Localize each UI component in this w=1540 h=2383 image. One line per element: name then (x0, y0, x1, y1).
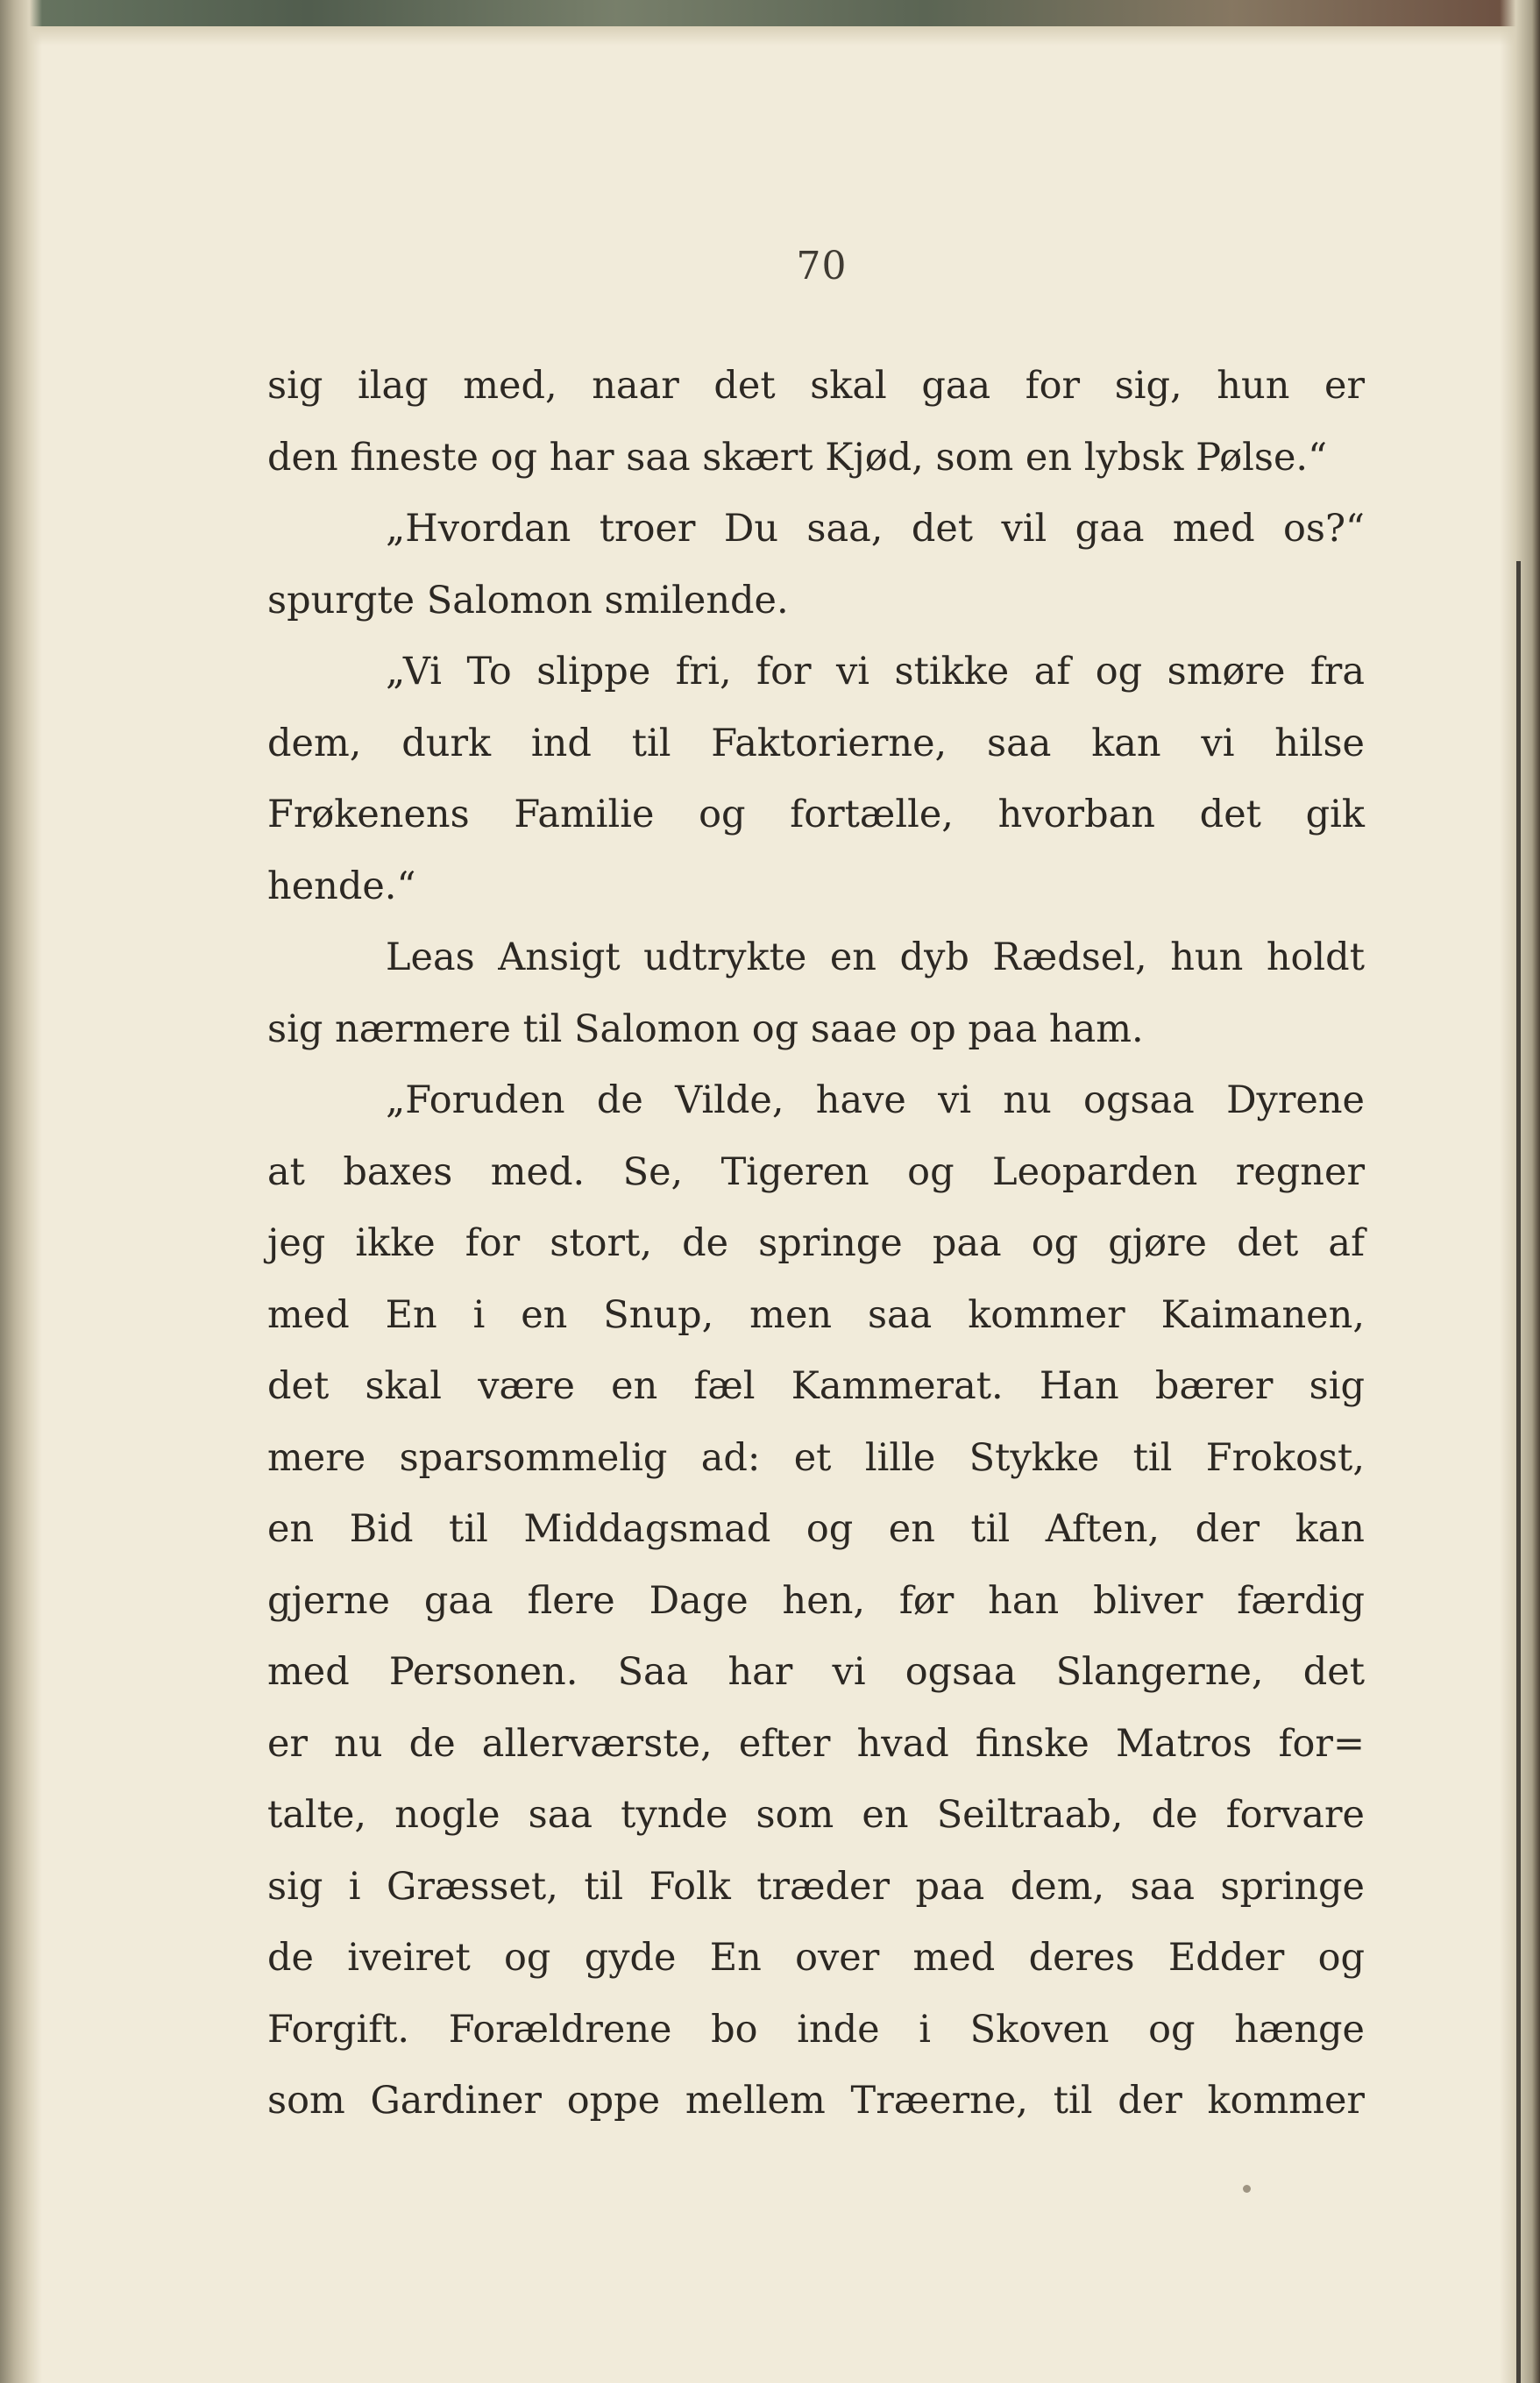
text-line: „Hvordan troer Du saa, det vil gaa med os?“ (386, 507, 1365, 551)
text-line: at baxes med. Se, Tigeren og Leoparden regner (267, 1149, 1365, 1194)
text-line: mere sparsommelig ad: et lille Stykke til Frokost, (267, 1435, 1365, 1480)
text-line: sig i Græsset, til Folk træder paa dem, saa springe (267, 1864, 1365, 1909)
page-binding-line (1516, 561, 1521, 2383)
text-line: Forgift. Forældrene bo inde i Skoven og hænge (267, 2007, 1365, 2052)
text-line: som Gardiner oppe mellem Træerne, til der kommer (267, 2079, 1365, 2123)
text-line: med Personen. Saa har vi ogsaa Slangerne, det (267, 1650, 1365, 1694)
page-left-edge (0, 0, 42, 2383)
text-line: er nu de allerværste, efter hvad finske Matros for= (267, 1721, 1365, 1766)
page-top-shadow (0, 26, 1540, 46)
text-line: en Bid til Middagsmad og en til Aften, der kan (267, 1507, 1365, 1551)
text-line: jeg ikke for stort, de springe paa og gjøre det af (267, 1221, 1365, 1265)
text-line: Leas Ansigt udtrykte en dyb Rædsel, hun holdt (386, 935, 1365, 979)
page-top-edge (0, 0, 1540, 26)
text-line: Frøkenens Familie og fortælle, hvorban det gik (267, 793, 1365, 836)
text-line: de iveiret og gyde En over med deres Edder og (267, 1936, 1365, 1980)
text-line: talte, nogle saa tynde som en Seiltraab, de forvare (267, 1793, 1365, 1837)
page-number: 70 (796, 244, 848, 288)
text-line: den fineste og har saa skært Kjød, som en lybsk Pølse.“ (267, 435, 1328, 480)
text-line: spurgte Salomon smilende. (267, 578, 789, 622)
text-line: det skal være en fæl Kammerat. Han bærer sig (267, 1364, 1365, 1408)
text-line: hende.“ (267, 864, 416, 908)
text-line: sig nærmere til Salomon og saae op paa ham. (267, 1007, 1144, 1051)
paper-spot (1243, 2185, 1251, 2193)
page-text (267, 351, 1365, 2138)
text-line: med En i en Snup, men saa kommer Kaimanen, (267, 1292, 1365, 1337)
text-line: „Vi To slippe fri, for vi stikke af og smøre fra (386, 650, 1365, 694)
text-line: gjerne gaa flere Dage hen, før han bliver færdig (267, 1578, 1365, 1623)
text-line: „Foruden de Vilde, have vi nu ogsaa Dyrene (386, 1078, 1365, 1122)
text-line: sig ilag med, naar det skal gaa for sig, hun er (267, 364, 1365, 408)
text-line: dem, durk ind til Faktorierne, saa kan vi hilse (267, 721, 1365, 765)
